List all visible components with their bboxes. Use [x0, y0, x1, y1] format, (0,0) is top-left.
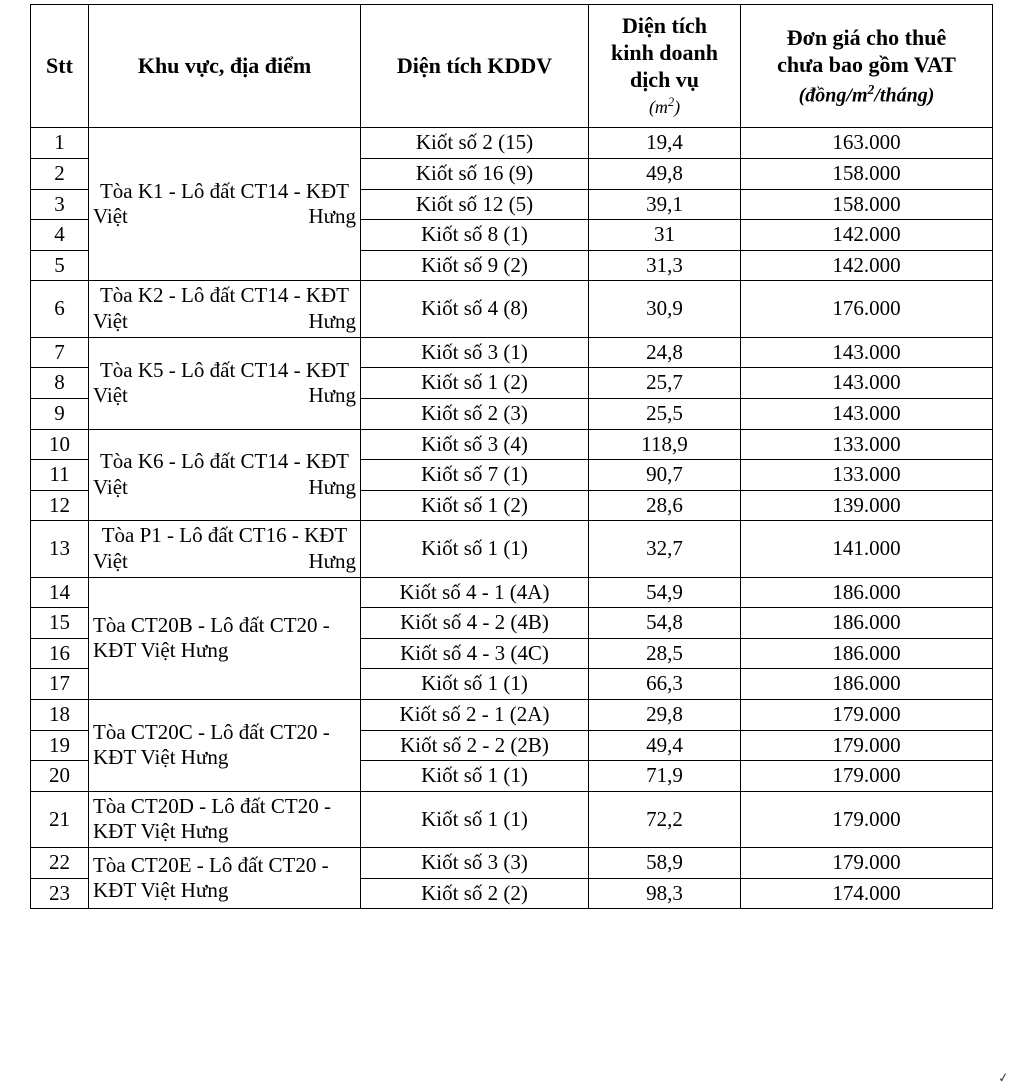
cell-business-area: 39,1 [589, 189, 741, 220]
cell-price: 186.000 [741, 608, 993, 639]
cell-price: 139.000 [741, 490, 993, 521]
column-header-kddv: Diện tích KDDV [361, 5, 589, 128]
cell-price: 179.000 [741, 848, 993, 879]
cell-price: 179.000 [741, 730, 993, 761]
cell-area-location: Tòa CT20E - Lô đất CT20 - KĐT Việt Hưng [89, 848, 361, 909]
table-body [31, 128, 993, 909]
column-header-business-area-line1: Diện tích [622, 13, 707, 38]
column-header-business-area-unit: $(m^2)$ [648, 95, 681, 118]
cell-business-area: 28,5 [589, 638, 741, 669]
cell-business-area: 29,8 [589, 700, 741, 731]
cell-business-area: 49,8 [589, 159, 741, 190]
cell-area-location: Tòa K1 - Lô đất CT14 - KĐT Việt Hưng [89, 128, 361, 281]
table-row [31, 577, 993, 608]
cell-business-area: 98,3 [589, 878, 741, 909]
cell-price: 142.000 [741, 250, 993, 281]
column-header-price-unit: $(đồng/m^2/tháng)$ [798, 81, 935, 107]
cell-business-area: 118,9 [589, 429, 741, 460]
cell-area-location: Tòa K5 - Lô đất CT14 - KĐT Việt Hưng [89, 337, 361, 429]
cell-kddv: Kiốt số 1 (2) [361, 368, 589, 399]
cell-kddv: Kiốt số 1 (1) [361, 761, 589, 792]
cell-kddv: Kiốt số 8 (1) [361, 220, 589, 251]
cell-price: 143.000 [741, 368, 993, 399]
cell-kddv: Kiốt số 4 (8) [361, 281, 589, 337]
column-header-area: Khu vực, địa điểm [89, 5, 361, 128]
cell-kddv: Kiốt số 12 (5) [361, 189, 589, 220]
cell-business-area: 31 [589, 220, 741, 251]
cell-price: 163.000 [741, 128, 993, 159]
cell-kddv: Kiốt số 1 (1) [361, 791, 589, 847]
cell-price: 158.000 [741, 159, 993, 190]
cell-kddv: Kiốt số 3 (1) [361, 337, 589, 368]
cell-stt: 23 [31, 878, 89, 909]
cell-kddv: Kiốt số 3 (4) [361, 429, 589, 460]
cell-kddv: Kiốt số 9 (2) [361, 250, 589, 281]
cell-stt: 21 [31, 791, 89, 847]
cell-business-area: 24,8 [589, 337, 741, 368]
column-header-price-line1: Đơn giá cho thuê [786, 24, 947, 50]
column-header-business-area-line3: dịch vụ [629, 66, 700, 92]
column-header-business-area-line2: kinh doanh [610, 39, 719, 65]
cell-stt: 16 [31, 638, 89, 669]
cell-price: 158.000 [741, 189, 993, 220]
cell-price: 141.000 [741, 521, 993, 577]
cell-kddv: Kiốt số 2 (3) [361, 398, 589, 429]
cell-price: 179.000 [741, 761, 993, 792]
cell-area-location: Tòa K2 - Lô đất CT14 - KĐT Việt Hưng [89, 281, 361, 337]
cell-stt: 22 [31, 848, 89, 879]
table-row [31, 700, 993, 731]
cell-kddv: Kiốt số 3 (3) [361, 848, 589, 879]
cell-stt: 10 [31, 429, 89, 460]
cell-stt: 11 [31, 460, 89, 491]
cell-area-location: Tòa CT20D - Lô đất CT20 - KĐT Việt Hưng [89, 791, 361, 847]
cell-stt: 18 [31, 700, 89, 731]
cell-price: 143.000 [741, 398, 993, 429]
cell-business-area: 66,3 [589, 669, 741, 700]
cell-area-location: Tòa P1 - Lô đất CT16 - KĐT Việt Hưng [89, 521, 361, 577]
cell-stt: 6 [31, 281, 89, 337]
cell-area-location: Tòa CT20B - Lô đất CT20 - KĐT Việt Hưng [89, 577, 361, 699]
cell-stt: 3 [31, 189, 89, 220]
cell-kddv: Kiốt số 1 (1) [361, 669, 589, 700]
table-header-row [31, 5, 993, 128]
rental-price-table [30, 4, 993, 909]
cell-business-area: 25,7 [589, 368, 741, 399]
cell-business-area: 49,4 [589, 730, 741, 761]
cell-business-area: 31,3 [589, 250, 741, 281]
cell-price: 186.000 [741, 577, 993, 608]
cell-stt: 15 [31, 608, 89, 639]
cell-business-area: 72,2 [589, 791, 741, 847]
cell-price: 142.000 [741, 220, 993, 251]
cell-kddv: Kiốt số 2 - 2 (2B) [361, 730, 589, 761]
table-row [31, 337, 993, 368]
column-header-business-area [589, 5, 741, 128]
cell-business-area: 58,9 [589, 848, 741, 879]
cell-business-area: 28,6 [589, 490, 741, 521]
cell-stt: 4 [31, 220, 89, 251]
cell-business-area: 25,5 [589, 398, 741, 429]
column-header-price-line2: chưa bao gồm VAT [777, 51, 956, 77]
column-header-price [741, 5, 993, 128]
cell-business-area: 30,9 [589, 281, 741, 337]
signature-mark: ✓ [997, 1069, 1010, 1086]
cell-stt: 20 [31, 761, 89, 792]
cell-kddv: Kiốt số 4 - 2 (4B) [361, 608, 589, 639]
cell-stt: 2 [31, 159, 89, 190]
cell-kddv: Kiốt số 1 (1) [361, 521, 589, 577]
cell-kddv: Kiốt số 2 (15) [361, 128, 589, 159]
cell-price: 174.000 [741, 878, 993, 909]
cell-kddv: Kiốt số 4 - 1 (4A) [361, 577, 589, 608]
cell-kddv: Kiốt số 2 - 1 (2A) [361, 700, 589, 731]
cell-stt: 13 [31, 521, 89, 577]
cell-business-area: 54,9 [589, 577, 741, 608]
cell-stt: 5 [31, 250, 89, 281]
cell-price: 186.000 [741, 669, 993, 700]
cell-area-location: Tòa K6 - Lô đất CT14 - KĐT Việt Hưng [89, 429, 361, 521]
table-row [31, 429, 993, 460]
column-header-stt: Stt [31, 5, 89, 128]
cell-kddv: Kiốt số 7 (1) [361, 460, 589, 491]
cell-stt: 14 [31, 577, 89, 608]
cell-price: 186.000 [741, 638, 993, 669]
cell-stt: 1 [31, 128, 89, 159]
cell-price: 179.000 [741, 700, 993, 731]
cell-stt: 8 [31, 368, 89, 399]
table-row [31, 281, 993, 337]
cell-price: 133.000 [741, 460, 993, 491]
cell-kddv: Kiốt số 2 (2) [361, 878, 589, 909]
cell-price: 133.000 [741, 429, 993, 460]
cell-stt: 7 [31, 337, 89, 368]
cell-stt: 12 [31, 490, 89, 521]
cell-price: 143.000 [741, 337, 993, 368]
cell-business-area: 19,4 [589, 128, 741, 159]
cell-kddv: Kiốt số 16 (9) [361, 159, 589, 190]
table-header [31, 5, 993, 128]
cell-kddv: Kiốt số 1 (2) [361, 490, 589, 521]
cell-business-area: 32,7 [589, 521, 741, 577]
cell-stt: 9 [31, 398, 89, 429]
cell-business-area: 54,8 [589, 608, 741, 639]
cell-area-location: Tòa CT20C - Lô đất CT20 - KĐT Việt Hưng [89, 700, 361, 792]
cell-business-area: 90,7 [589, 460, 741, 491]
cell-stt: 19 [31, 730, 89, 761]
cell-price: 179.000 [741, 791, 993, 847]
table-row [31, 521, 993, 577]
cell-kddv: Kiốt số 4 - 3 (4C) [361, 638, 589, 669]
table-row [31, 791, 993, 847]
cell-business-area: 71,9 [589, 761, 741, 792]
cell-price: 176.000 [741, 281, 993, 337]
table-row [31, 128, 993, 159]
cell-stt: 17 [31, 669, 89, 700]
table-row [31, 848, 993, 879]
